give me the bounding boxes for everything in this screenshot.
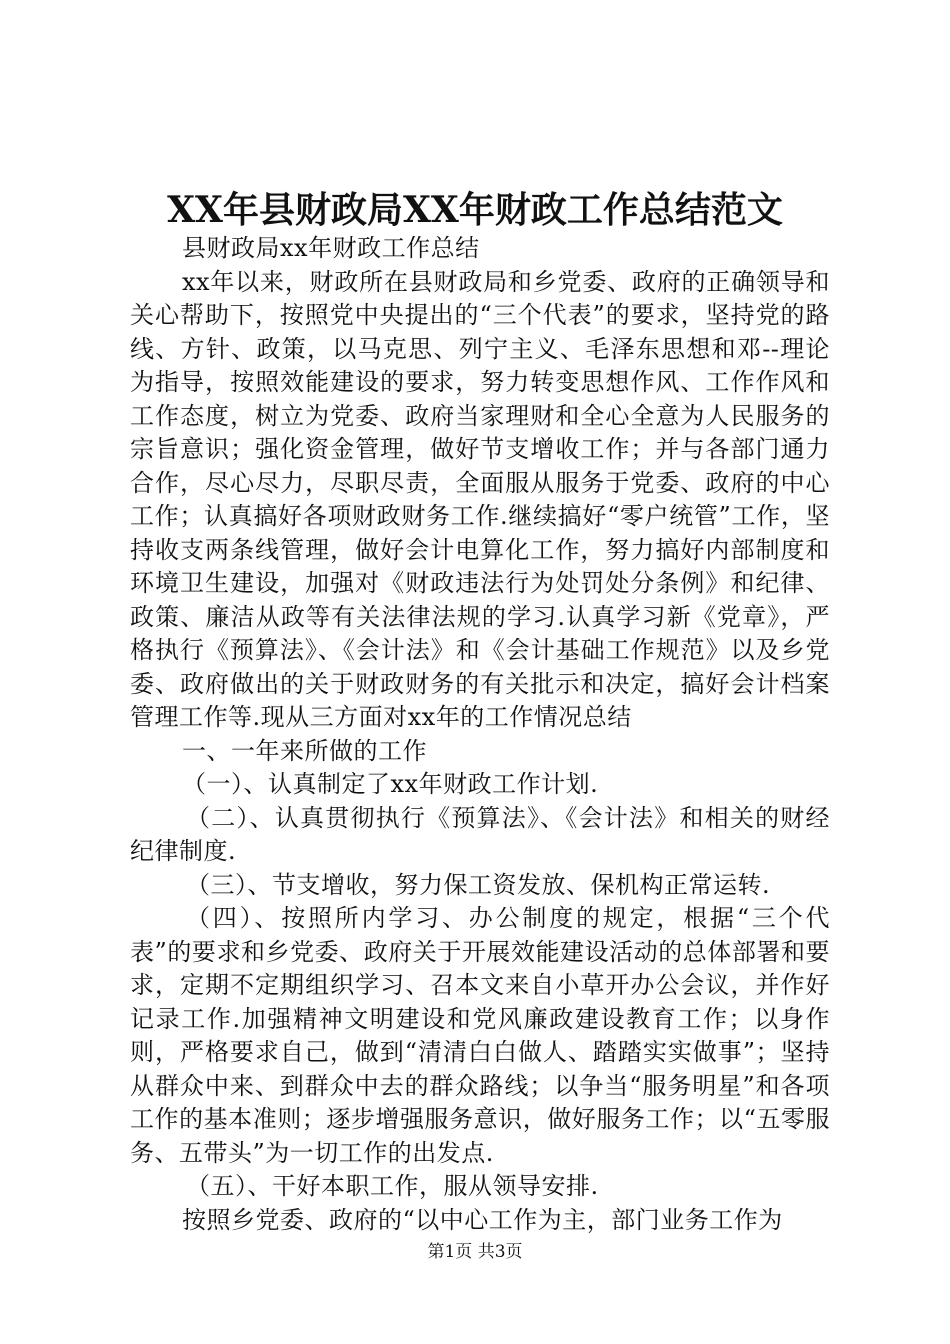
page-footer: 第1页 共3页 [427, 1242, 523, 1262]
document-body [130, 232, 830, 1237]
item-paragraph-4: （四）、按照所内学习、办公制度的规定，根据“三个代表”的要求和乡党委、政府关于开展效能建设活动的总体部署和要求，定期不定期组织学习、召本文来自小草开办公会议，并作好记录工作.加强精神文明建设和党风廉政建设教育工作；以身作则，严格要求自己，做到“清清白白做人、踏踏实实做事”；坚持从群众中来、到群众中去的群众路线；以争当“服务明星”和各项工作的基本准则；逐步增强服务意识，做好服务工作；以“五零服务、五带头”为一切工作的出发点. [130, 904, 830, 1167]
section-heading: 一、一年来所做的工作 [182, 736, 427, 765]
item-paragraph-2: （二）、认真贯彻执行《预算法》、《会计法》和相关的财经纪律制度. [130, 803, 830, 865]
item-paragraph-5: （五）、干好本职工作，服从领导安排. [186, 1172, 599, 1200]
intro-paragraph: xx年以来，财政所在县财政局和乡党委、政府的正确领导和关心帮助下，按照党中央提出的“三个代表”的要求，坚持党的路线、方针、政策，以马克思、列宁主义、毛泽东思想和邓--理论为指导，按照效能建设的要求，努力转变思想作风、工作作风和工作态度，树立为党委、政府当家理财和全心全意为人民服务的宗旨意识；强化资金管理，做好节支增收工作；并与各部门通力合作，尽心尽力，尽职尽责，全面服从服务于党委、政府的中心工作；认真搞好各项财政财务工作.继续搞好“零户统管”工作，坚持收支两条线管理，做好会计电算化工作，努力搞好内部制度和环境卫生建设，加强对《财政违法行为处罚处分条例》和纪律、政策、廉洁从政等有关法律法规的学习.认真学习新《党章》，严格执行《预算法》、《会计法》和《会计基础工作规范》以及乡党委、政府做出的关于财政财务的有关批示和决定，搞好会计档案管理工作等.现从三方面对xx年的工作情况总结 [130, 267, 830, 731]
item-paragraph-3: （三）、节支增收，努力保工资发放、保机构正常运转. [186, 870, 771, 899]
closing-paragraph: 按照乡党委、政府的“以中心工作为主，部门业务工作为 [182, 1205, 783, 1234]
document-title: XX年县财政局XX年财政工作总结范文 [167, 189, 783, 231]
subtitle-paragraph: 县财政局xx年财政工作总结 [182, 234, 480, 262]
item-paragraph-1: （一）、认真制定了xx年财政工作计划. [182, 770, 599, 798]
